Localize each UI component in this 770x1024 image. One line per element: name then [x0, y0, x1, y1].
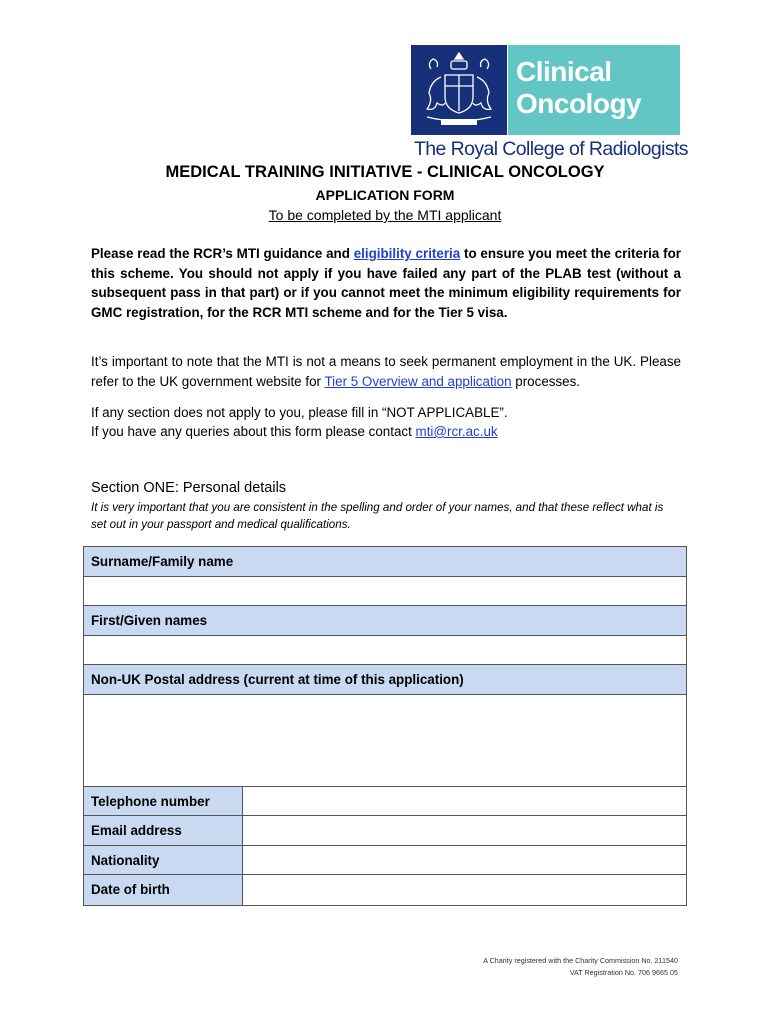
address-header [84, 665, 686, 695]
email-label: Email address [91, 823, 182, 838]
nationality-label: Nationality [91, 852, 160, 868]
telephone-row [84, 787, 686, 817]
intro-paragraph-tier5 [91, 352, 681, 391]
given-names-field[interactable] [84, 636, 686, 666]
intro-not-applicable-note: If any section does not apply to you, please fill in “NOT APPLICABLE”. [91, 405, 508, 420]
email-label-cell [84, 816, 243, 845]
address-label: Non-UK Postal address (current at time of this application) [91, 672, 464, 687]
intro-paragraph-eligibility [91, 244, 681, 322]
charity-registration: A Charity registered with the Charity Commission No. 211540 [483, 956, 678, 965]
given-names-header [84, 606, 686, 636]
logo-line-oncology: Oncology [516, 88, 642, 119]
intro-text: It’s important to note that the MTI is not a means to seek permanent employment in the UK. Please refer to the UK government website for [91, 354, 681, 389]
dob-row [84, 875, 686, 905]
tier5-overview-link[interactable]: Tier 5 Overview and application [324, 373, 512, 389]
personal-details-form [83, 546, 687, 906]
nationality-row [84, 846, 686, 876]
telephone-label-cell [84, 787, 243, 816]
nationality-label-cell [84, 846, 243, 875]
email-field[interactable] [243, 816, 686, 845]
surname-header [84, 547, 686, 577]
document-instruction: To be completed by the MTI applicant [268, 207, 502, 223]
dob-label-cell [84, 875, 243, 905]
surname-field[interactable] [84, 577, 686, 607]
nationality-field[interactable] [243, 846, 686, 875]
address-field[interactable] [84, 695, 686, 787]
vat-registration: VAT Registration No. 706 9665 05 [569, 968, 678, 977]
intro-text: Please read the RCR’s MTI guidance and [91, 246, 354, 261]
dob-label: Date of birth [91, 882, 170, 897]
eligibility-criteria-link[interactable]: eligibility criteria [353, 246, 461, 261]
logo-org-name: The Royal College of Radiologists [414, 138, 688, 160]
email-row [84, 816, 686, 846]
surname-label: Surname/Family name [91, 554, 234, 569]
section-title: Section ONE: Personal details [91, 480, 287, 496]
given-names-label: First/Given names [91, 613, 208, 628]
telephone-label: Telephone number [91, 793, 210, 809]
intro-text: If you have any queries about this form please contact [91, 424, 416, 439]
dob-field[interactable] [243, 875, 686, 905]
section-note: It is very important that you are consistent in the spelling and order of your names, and that these reflect what is set out in your passport and medical qualifications. [91, 501, 664, 531]
mti-email-link[interactable]: mti@rcr.ac.uk [415, 424, 498, 439]
intro-contact-note [91, 422, 681, 442]
logo-line-clinical: Clinical [516, 56, 612, 87]
telephone-field[interactable] [243, 787, 686, 816]
rcr-logo [411, 45, 688, 161]
document-subtitle: APPLICATION FORM [315, 187, 455, 203]
intro-text: to ensure you meet the criteria for this scheme. You should not apply if you have failed any part of the PLAB test (without a subsequent pass in that part) or if you cannot meet the minimum eligibility requirements for GMC registration, for the RCR MTI scheme and for the Tier 5 visa. [91, 246, 681, 320]
clinical-oncology-banner [508, 45, 680, 135]
crest-icon [411, 45, 507, 135]
document-title: MEDICAL TRAINING INITIATIVE - CLINICAL ONCOLOGY [165, 163, 605, 181]
intro-text: processes. [511, 373, 581, 389]
